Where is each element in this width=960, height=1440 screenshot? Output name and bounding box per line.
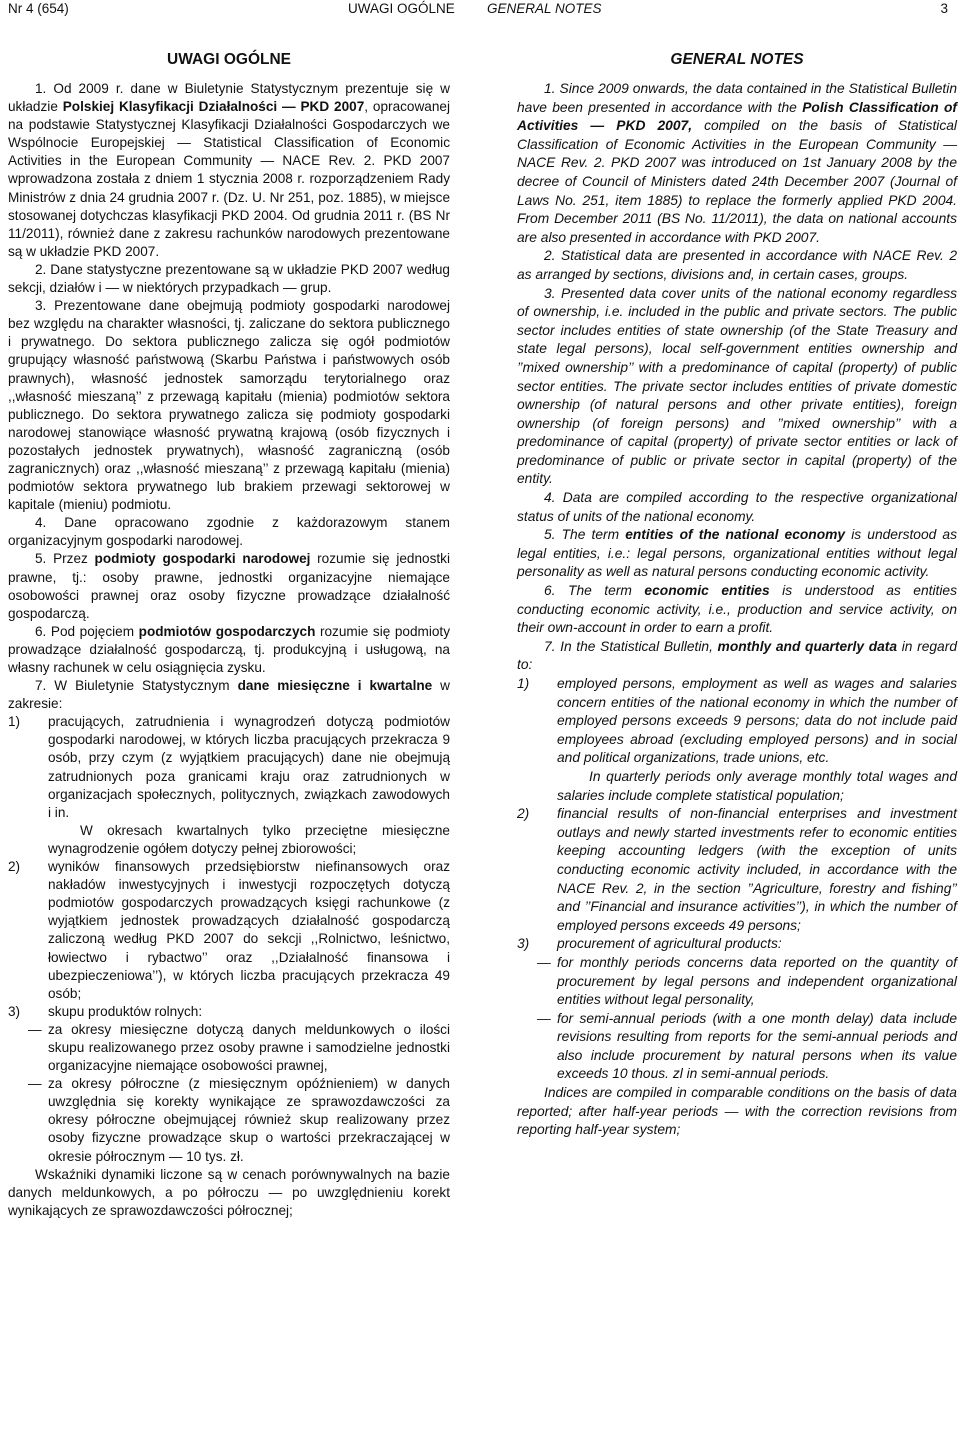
pl-note-2: 2. Dane statystyczne prezentowane są w układzie PKD 2007 według sekcji, działów i — w niektórych przypadkach — grup.: [8, 261, 450, 296]
pl-dash-1: — za okresy miesięczne dotyczą danych meldunkowych o ilości skupu realizowanego przez osoby prawne i samodzielne jednostki organizacyjne niemające osobowości prawnej,: [28, 1021, 450, 1074]
page-number: 3: [940, 1, 948, 16]
en-note-5: 5. The term entities of the national economy is understood as legal entities, i.e.: legal persons, organizational entities without legal personality as well as natural persons conducting economic activity.: [517, 527, 957, 580]
pl-last: Wskaźniki dynamiki liczone są w cenach porównywalnych na bazie danych meldunkowych, a po półroczu — po uwzględnieniu korekt wynikających ze sprawozdawczości półrocznej;: [8, 1166, 450, 1218]
pl-note-5: 5. Przez podmioty gospodarki narodowej rozumie się jednostki prawne, tj.: osoby prawne, jednostki organizacyjne niemające osobowości prawnej oraz osoby fizyczne prowadzące działalność gospodarczą.: [8, 551, 450, 621]
pl-note-6: 6. Pod pojęciem podmiotów gospodarczych rozumie się podmioty prowadzące działalność gospodarczą, tj. produkcyjną i usługową, na własny rachunek w celu osiągnięcia zysku.: [8, 623, 450, 675]
en-item-3: 3) procurement of agricultural products:: [517, 936, 782, 952]
en-note-1: 1. Since 2009 onwards, the data contained in the Statistical Bulletin have been presented in accordance with the Polish Classification of Activities — PKD 2007, compiled on the basis of Statistical Classification of Economic Activities in the European Community — NACE Rev. 2. PKD 2007 was introduced on 1st January 2008 by the decree of Council of Ministers dated 24th December 2007 (Journal of Laws No. 251, item 1885) to replace the formerly applied PKD 2004. From December 2011 (BS No. 11/2011), the data on national accounts are also presented in accordance with PKD 2007.: [517, 81, 958, 245]
pl-item-2: 2) wyników finansowych przedsiębiorstw niefinansowych oraz nakładów inwestycyjnych i inwestycji rozpoczętych dotyczą podmiotów gospodarczych prowadzących księgi rachunkowe (z wyjątkiem jednostek prowadzących działalność gospodarczą zaliczoną według PKD 2007 do sekcji ,,Rolnictwo, leśnictwo, łowiectwo i rybactwo’’ oraz ,,Działalność finansowa i ubezpieczeniowa’’), w których liczba pracujących przekracza 49 osób;: [8, 859, 450, 1001]
pl-title: UWAGI OGÓLNE: [167, 51, 291, 68]
pl-item-1: 1) pracujących, zatrudnienia i wynagrodzeń dotyczą podmiotów gospodarki narodowej, w których liczba pracujących przekracza 9 osób, przy czym (z wyjątkiem pracujących) dane nie obejmują zatrudnionych poza granicami kraju oraz zatrudnionych w organizacjach społecznych, politycznych, związkach zawodowych i in.: [8, 714, 450, 820]
en-dash-1: — for monthly periods concerns data reported on the quantity of procurement by legal persons and independent organizational entities without legal personality,: [537, 954, 957, 1008]
header-section-en: GENERAL NOTES: [487, 1, 602, 16]
en-note-6: 6. The term economic entities is understood as entities conducting economic activity, i.e., production and service activity, on their own-account in order to earn a profit.: [517, 583, 958, 636]
en-item-2: 2) financial results of non-financial enterprises and investment outlays and newly started investments refer to economic entities keeping accounting ledgers (with the exception of units conducting economic activity included, in accordance with the NACE Rev. 2, in the section ’’Agriculture, forestry and fishing’’ and ’’Financial and insurance activities’’), in which the number of employed persons exceeds 49 persons;: [517, 806, 957, 933]
en-title: GENERAL NOTES: [670, 51, 804, 68]
en-last: Indices are compiled in comparable conditions on the basis of data reported; after half-year periods — with the correction revisions from reporting half-year system;: [517, 1085, 957, 1138]
pl-note-1: 1. Od 2009 r. dane w Biuletynie Statystycznym prezentuje się w układzie Polskiej Klasyfikacji Działalności — PKD 2007, opracowanej na podstawie Statystycznej Klasyfikacji Działalności Gospodarczych we Wspólnocie Europejskiej — Statistical Classification of Economic Activities in the European Community — NACE Rev. 2. PKD 2007 wprowadzona została z dniem 1 stycznia 2008 r. rozporządzeniem Rady Ministrów z dnia 24 grudnia 2007 r. (Dz. U. Nr 251, poz. 1885), w miejsce stosowanej dotychczas klasyfikacji PKD 2004. Od grudnia 2011 r. (BS Nr 11/2011), również dane z zakresu rachunków narodowych prezentowane są w układzie PKD 2007.: [8, 81, 451, 259]
running-header: [0, 0, 960, 26]
pl-note-7: 7. W Biuletynie Statystycznym dane miesięczne i kwartalne w zakresie:: [8, 678, 450, 712]
pl-note-4: 4. Dane opracowano zgodnie z każdorazowym stanem organizacyjnym gospodarki narodowej.: [8, 515, 450, 549]
pl-item-3: 3) skupu produktów rolnych:: [8, 1003, 203, 1019]
english-column: [517, 50, 957, 1140]
pl-item-1-sub: W okresach kwartalnych tylko przeciętne miesięczne wynagrodzenie ogółem dotyczy pełnej zbiorowości;: [48, 822, 450, 856]
en-item-1-sub: In quarterly periods only average monthly total wages and salaries include complete statistical population;: [557, 768, 957, 803]
issue-number: Nr 4 (654): [8, 1, 69, 16]
en-note-4: 4. Data are compiled according to the respective organizational status of units of the national economy.: [517, 490, 957, 524]
pl-dash-2: — za okresy półroczne (z miesięcznym opóźnieniem) w danych uwzględnia się korekty wynikające ze sprawozdawczości za okresy półroczne obejmującej również skup realizowany przez osoby fizyczne prowadzące skup o wartości przekraczającej w okresie półrocznym — 10 tys. zł.: [28, 1076, 450, 1164]
en-dash-2: — for semi-annual periods (with a one month delay) data include revisions resulting from reports for the semi-annual periods and also include procurement by natural persons when its value exceeds 10 thous. zl in semi-annual periods.: [537, 1010, 957, 1082]
en-note-3: 3. Presented data cover units of the national economy regardless of ownership, i.e. included in the public and private sectors. The public sector includes entities of state ownership (of the State Treasury and state legal persons), local self-government entities ownership and ’’mixed ownership’’ with a predominance of capital (property) of public sector entities. The private sector includes entities of private domestic ownership (of natural persons and other private entities), foreign ownership (of foreign persons) and ’’mixed ownership’’ with a predominance of capital (property) of private sector entities or lack of predominance of public or private sector in capital (property) of the entity.: [517, 285, 957, 487]
en-note-2: 2. Statistical data are presented in accordance with NACE Rev. 2 as arranged by sections, divisions and, in certain cases, groups.: [517, 248, 957, 282]
pl-note-3: 3. Prezentowane dane obejmują podmioty gospodarki narodowej bez względu na charakter własności, tj. zaliczane do sektora publicznego i prywatnego. Do sektora publicznego zalicza się ogół podmiotów grupujący własność państwową (Skarbu Państwa i państwowych osób prawnych), własność jednostek samorządu terytorialnego oraz ,,własność mieszaną’’ z przewagą kapitału (mienia) podmiotów sektora publicznego. Do sektora prywatnego zalicza się podmioty gospodarki narodowej stanowiące własność prywatną krajową (osób fizycznych i pozostałych jednostek prywatnych), własność zagraniczną (osób zagranicznych) oraz ,,własność mieszaną’’ z przewagą kapitału (mienia) podmiotów sektora prywatnego lub brakiem przewagi sektorowej w kapitale (mieniu) podmiotu.: [8, 298, 450, 513]
header-section-pl: UWAGI OGÓLNE: [348, 1, 455, 16]
en-note-7: 7. In the Statistical Bulletin, monthly and quarterly data in regard to:: [517, 638, 957, 673]
en-item-1: 1) employed persons, employment as well as wages and salaries concern entities of the national economy in which the number of employed persons exceeds 9 persons; data do not include paid employees abroad (excluding employed persons) and in social and political organizations, trade unions, etc.: [517, 676, 957, 766]
polish-column: [8, 50, 450, 1220]
